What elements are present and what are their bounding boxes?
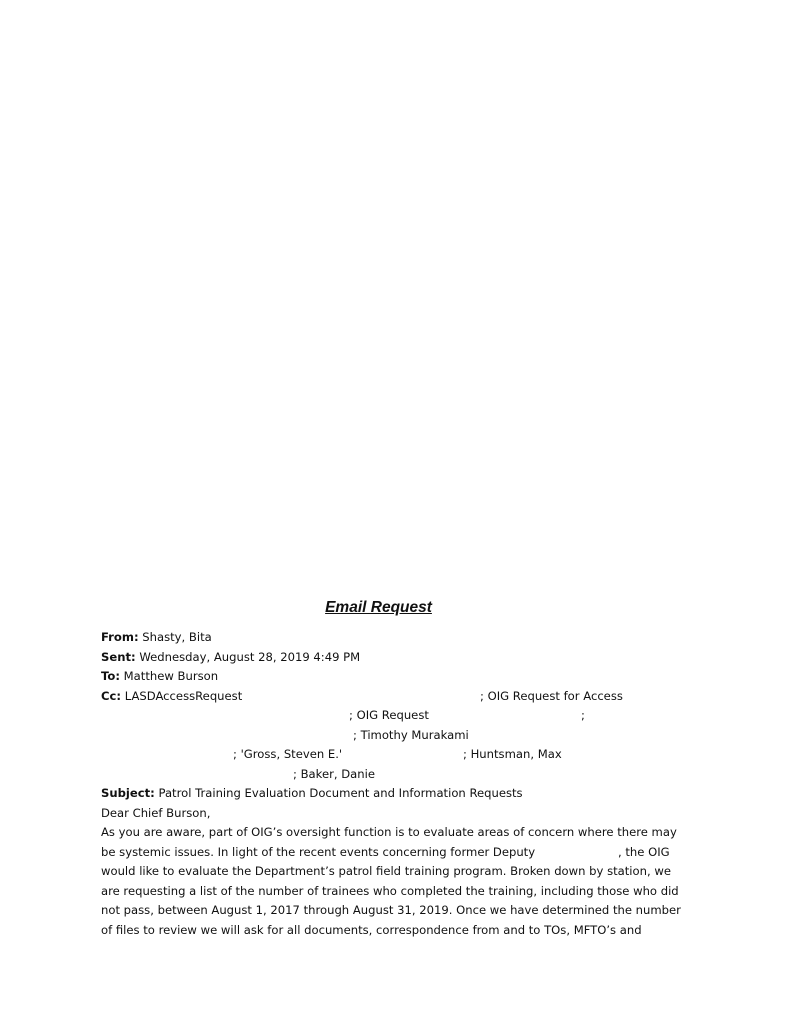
body-line: As you are aware, part of OIG’s oversight function is to evaluate areas of concern where there may — [101, 825, 677, 839]
cc-recipient: ; Timothy Murakami — [353, 727, 469, 742]
body-line: not pass, between August 1, 2017 through August 31, 2019. Once we have determined the number — [101, 903, 681, 917]
to-value: Matthew Burson — [123, 669, 219, 683]
to-line — [101, 667, 701, 687]
subject-label: Subject: — [101, 786, 155, 800]
sent-label: Sent: — [101, 649, 136, 664]
email-block — [101, 628, 701, 940]
body-line-text: be systemic issues. In light of the recent events concerning former Deputy — [101, 844, 536, 859]
cc-recipient: ; — [581, 708, 585, 722]
cc-recipient: ; OIG Request for Access — [480, 688, 623, 703]
from-value: Shasty, Bita — [142, 630, 212, 644]
to-label: To: — [101, 669, 120, 683]
sent-value: Wednesday, August 28, 2019 4:49 PM — [139, 649, 361, 664]
cc-line-5 — [101, 765, 701, 785]
body-line: of files to review we will ask for all documents, correspondence from and to TOs, MFTO’s and — [101, 922, 642, 937]
body-line: would like to evaluate the Department’s patrol field training program. Broken down by station, we — [101, 864, 671, 878]
from-line — [101, 628, 701, 648]
cc-recipient: LASDAccessRequest — [124, 688, 243, 703]
body-line: are requesting a list of the number of trainees who completed the training, including those who did — [101, 883, 679, 898]
cc-line-1 — [101, 687, 701, 707]
subject-line — [101, 784, 701, 804]
body-line-2 — [101, 843, 701, 863]
document-title: Email Request — [325, 599, 432, 616]
from-label: From: — [101, 630, 139, 644]
cc-recipient: ; Huntsman, Max — [463, 747, 562, 761]
cc-line-3 — [101, 726, 701, 746]
cc-recipient: ; OIG Request — [349, 708, 429, 722]
subject-value: Patrol Training Evaluation Document and Information Requests — [158, 786, 523, 800]
cc-label: Cc: — [101, 688, 122, 703]
cc-recipient: ; Baker, Danie — [293, 766, 375, 781]
cc-recipient: ; 'Gross, Steven E.' — [233, 747, 343, 761]
greeting: Dear Chief Burson, — [101, 805, 211, 820]
cc-line-2 — [101, 706, 701, 726]
sent-line — [101, 648, 701, 668]
body-line-tail: , the OIG — [618, 844, 670, 859]
cc-line-4 — [101, 745, 701, 765]
